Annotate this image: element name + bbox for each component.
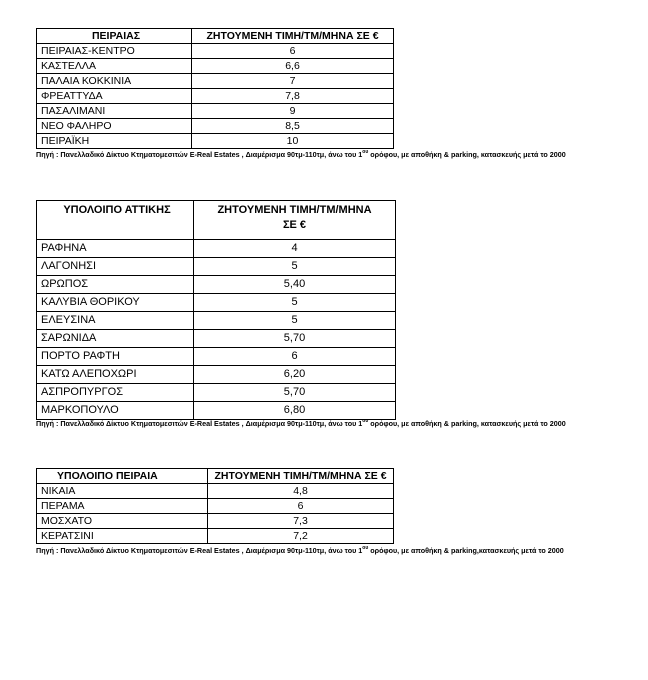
table-row	[37, 514, 394, 529]
price-column-header: ΖΗΤΟΥΜΕΝΗ ΤΙΜΗ/ΤΜ/ΜΗΝΑ ΣΕ €	[208, 469, 394, 484]
area-name-cell: ΚΑΛΥΒΙΑ ΘΟΡΙΚΟΥ	[37, 294, 194, 312]
source-superscript: ου	[362, 149, 369, 155]
price-cell: 5	[194, 258, 396, 276]
area-name-cell: ΕΛΕΥΣΙΝΑ	[37, 312, 194, 330]
area-name-cell: ΩΡΩΠΟΣ	[37, 276, 194, 294]
price-cell: 5,70	[194, 384, 396, 402]
table-row	[37, 74, 394, 89]
table-row	[37, 402, 396, 420]
source-note	[36, 546, 564, 555]
price-cell: 6,20	[194, 366, 396, 384]
price-column-header: ΖΗΤΟΥΜΕΝΗ ΤΙΜΗ/ΤΜ/ΜΗΝΑ ΣΕ €	[192, 29, 394, 44]
table-header-row	[37, 201, 396, 240]
table-row	[37, 499, 394, 514]
price-cell: 7,2	[208, 529, 394, 544]
price-cell: 10	[192, 134, 394, 149]
area-column-header: ΥΠΟΛΟΙΠΟ ΑΤΤΙΚΗΣ	[37, 201, 194, 240]
area-name-cell: ΛΑΓΟΝΗΣΙ	[37, 258, 194, 276]
table-row	[37, 276, 396, 294]
source-note	[36, 419, 566, 428]
price-cell: 5	[194, 312, 396, 330]
price-cell: 7,3	[208, 514, 394, 529]
source-text-end: ορόφου, με αποθήκη & parking,κατασκευής μετά το 2000	[368, 546, 564, 555]
table-row	[37, 348, 396, 366]
area-name-cell: ΜΟΣΧΑΤΟ	[37, 514, 208, 529]
source-superscript: ου	[362, 545, 369, 551]
area-name-cell: ΚΕΡΑΤΣΙΝΙ	[37, 529, 208, 544]
area-name-cell: ΠΕΡΑΜΑ	[37, 499, 208, 514]
price-cell: 9	[192, 104, 394, 119]
rest-piraeus-table	[36, 468, 394, 544]
area-name-cell: ΚΑΣΤΕΛΛΑ	[37, 59, 192, 74]
price-cell: 4	[194, 240, 396, 258]
source-text-end: ορόφου, με αποθήκη & parking, κατασκευής μετά το 2000	[368, 419, 566, 428]
price-cell: 6	[194, 348, 396, 366]
source-superscript: ου	[362, 418, 369, 424]
price-cell: 6,80	[194, 402, 396, 420]
source-text: Πηγή : Πανελλαδικό Δίκτυο Κτηματομεσιτών E-Real Estates , Διαμέρισμα 90τμ-110τμ, άνω του 1	[36, 546, 363, 555]
price-cell: 7	[192, 74, 394, 89]
area-name-cell: ΦΡΕΑΤΤΥΔΑ	[37, 89, 192, 104]
area-column-header: ΠΕΙΡΑΙΑΣ	[37, 29, 192, 44]
area-name-cell: ΠΑΛΑΙΑ ΚΟΚΚΙΝΙΑ	[37, 74, 192, 89]
area-name-cell: ΜΑΡΚΟΠΟΥΛΟ	[37, 402, 194, 420]
table-row	[37, 134, 394, 149]
table-row	[37, 59, 394, 74]
area-name-cell: ΣΑΡΩΝΙΔΑ	[37, 330, 194, 348]
source-text: Πηγή : Πανελλαδικό Δίκτυο Κτηματομεσιτών E-Real Estates , Διαμέρισμα 90τμ-110τμ, άνω του 1	[36, 419, 363, 428]
area-name-cell: ΠΕΙΡΑΪΚΗ	[37, 134, 192, 149]
area-name-cell: ΚΑΤΩ ΑΛΕΠΟΧΩΡΙ	[37, 366, 194, 384]
price-cell: 7,8	[192, 89, 394, 104]
table-row	[37, 119, 394, 134]
piraeus-table	[36, 28, 394, 149]
table-header-row	[37, 469, 394, 484]
attica-table	[36, 200, 396, 420]
area-column-header: ΥΠΟΛΟΙΠΟ ΠΕΙΡΑΙΑ	[37, 469, 208, 484]
area-name-cell: ΠΟΡΤΟ ΡΑΦΤΗ	[37, 348, 194, 366]
area-name-cell: ΠΑΣΑΛΙΜΑΝΙ	[37, 104, 192, 119]
table-header-row	[37, 29, 394, 44]
area-name-cell: ΠΕΙΡΑΙΑΣ-ΚΕΝΤΡΟ	[37, 44, 192, 59]
source-text-end: ορόφου, με αποθήκη & parking, κατασκευής μετά το 2000	[368, 150, 566, 159]
price-cell: 5	[194, 294, 396, 312]
price-cell: 5,40	[194, 276, 396, 294]
table-row	[37, 89, 394, 104]
area-name-cell: ΝΕΟ ΦΑΛΗΡΟ	[37, 119, 192, 134]
table-row	[37, 44, 394, 59]
price-cell: 6	[208, 499, 394, 514]
table-row	[37, 529, 394, 544]
source-text: Πηγή : Πανελλαδικό Δίκτυο Κτηματομεσιτών E-Real Estates , Διαμέρισμα 90τμ-110τμ, άνω του 1	[36, 150, 363, 159]
source-note	[36, 150, 566, 159]
price-cell: 4,8	[208, 484, 394, 499]
table-row	[37, 484, 394, 499]
table-row	[37, 384, 396, 402]
price-cell: 8,5	[192, 119, 394, 134]
table-row	[37, 294, 396, 312]
price-column-header: ΖΗΤΟΥΜΕΝΗ ΤΙΜΗ/ΤΜ/ΜΗΝΑ ΣΕ €	[194, 201, 396, 240]
price-cell: 6	[192, 44, 394, 59]
table-row	[37, 240, 396, 258]
table-row	[37, 104, 394, 119]
table-row	[37, 258, 396, 276]
price-cell: 6,6	[192, 59, 394, 74]
area-name-cell: ΝΙΚΑΙΑ	[37, 484, 208, 499]
table-row	[37, 366, 396, 384]
area-name-cell: ΡΑΦΗΝΑ	[37, 240, 194, 258]
table-row	[37, 330, 396, 348]
table-row	[37, 312, 396, 330]
area-name-cell: ΑΣΠΡΟΠΥΡΓΟΣ	[37, 384, 194, 402]
price-cell: 5,70	[194, 330, 396, 348]
